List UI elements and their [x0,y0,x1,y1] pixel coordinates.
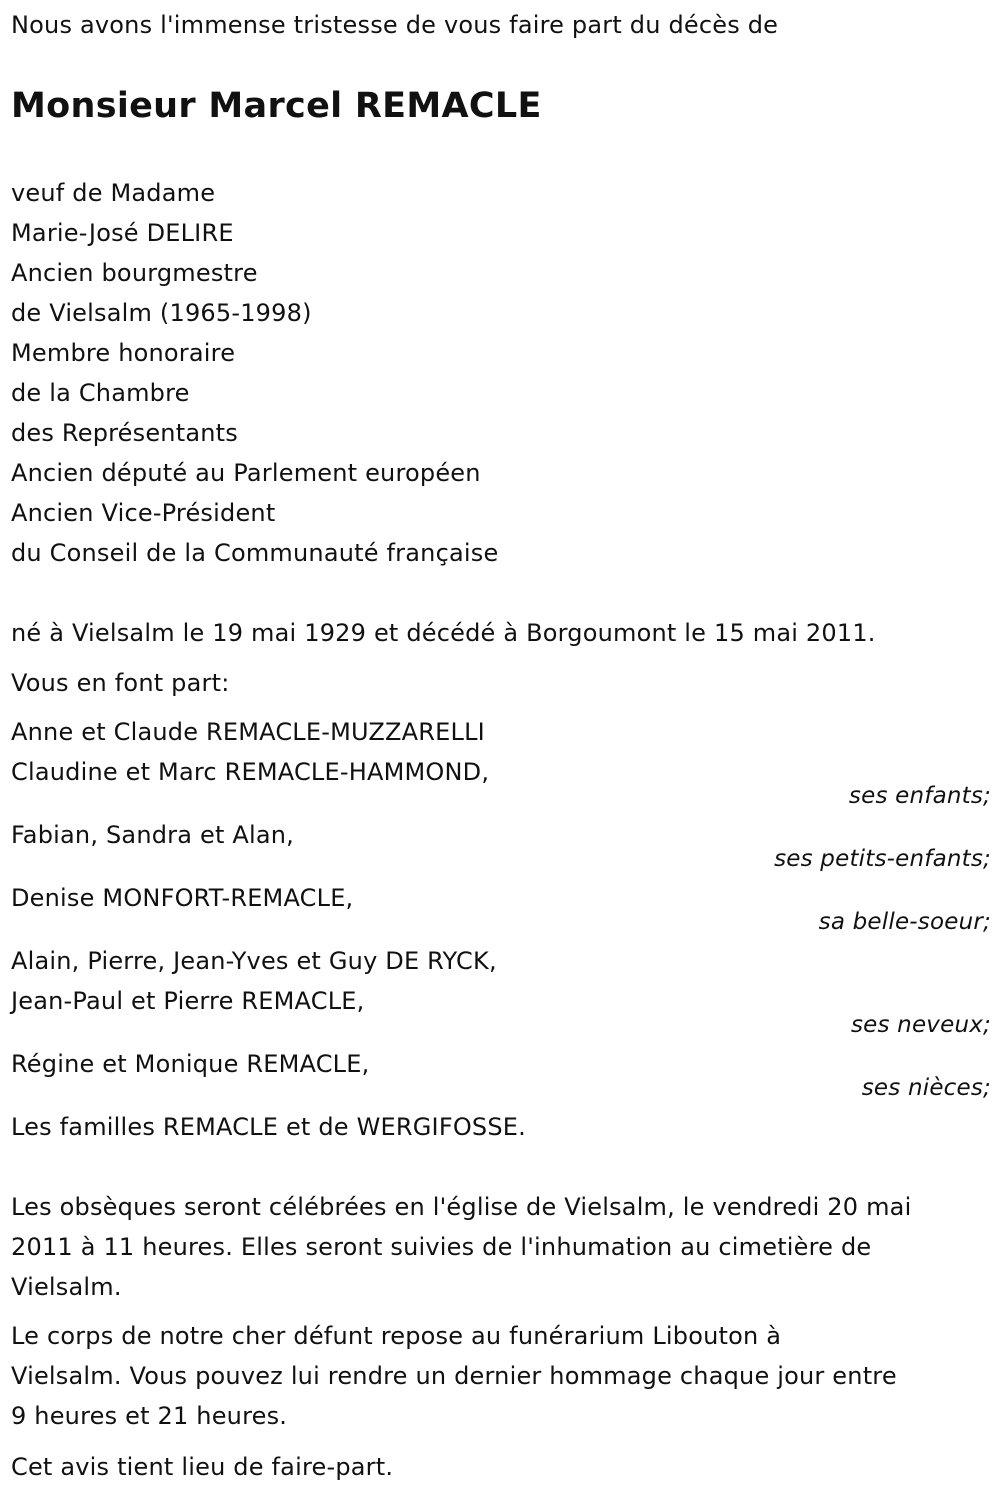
relation-label: ses petits-enfants; [774,846,991,872]
family-names: Claudine et Marc REMACLE-HAMMOND, [11,758,490,786]
funeral-line: Vielsalm. [11,1273,122,1301]
visitation-line: Le corps de notre cher défunt repose au funérarium Libouton à [11,1322,782,1350]
birth-death-line: né à Vielsalm le 19 mai 1929 et décédé à Borgoumont le 15 mai 2011. [11,619,876,647]
family-names: Jean-Paul et Pierre REMACLE, [11,987,365,1015]
title-line: Ancien député au Parlement européen [11,459,481,487]
title-line: veuf de Madame [11,179,216,207]
family-names: Régine et Monique REMACLE, [11,1050,370,1078]
title-line: du Conseil de la Communauté française [11,539,499,567]
relation-label: sa belle-soeur; [818,909,991,935]
funeral-line: 2011 à 11 heures. Elles seront suivies de l'inhumation au cimetière de [11,1233,872,1261]
title-line: Ancien bourgmestre [11,259,258,287]
family-names: Fabian, Sandra et Alan, [11,821,295,849]
visitation-line: 9 heures et 21 heures. [11,1402,288,1430]
relation-label: ses enfants; [848,783,991,809]
title-line: de Vielsalm (1965-1998) [11,299,312,327]
title-line: Ancien Vice-Président [11,499,276,527]
visitation-line: Vielsalm. Vous pouvez lui rendre un dernier hommage chaque jour entre [11,1362,897,1390]
families-line: Les familles REMACLE et de WERGIFOSSE. [11,1113,526,1141]
relation-label: ses neveux; [850,1012,991,1038]
intro-text: Nous avons l'immense tristesse de vous faire part du décès de [11,11,779,39]
family-names: Alain, Pierre, Jean-Yves et Guy DE RYCK, [11,947,497,975]
family-names: Anne et Claude REMACLE-MUZZARELLI [11,718,485,746]
funeral-line: Les obsèques seront célébrées en l'église de Vielsalm, le vendredi 20 mai [11,1193,912,1221]
deceased-name: Monsieur Marcel REMACLE [11,86,542,126]
title-line: Membre honoraire [11,339,236,367]
announcers-intro: Vous en font part: [11,669,230,697]
title-line: de la Chambre [11,379,190,407]
title-line: des Représentants [11,419,238,447]
closing-line: Cet avis tient lieu de faire-part. [11,1453,394,1481]
family-names: Denise MONFORT-REMACLE, [11,884,354,912]
title-line: Marie-José DELIRE [11,219,234,247]
relation-label: ses nièces; [861,1075,991,1101]
